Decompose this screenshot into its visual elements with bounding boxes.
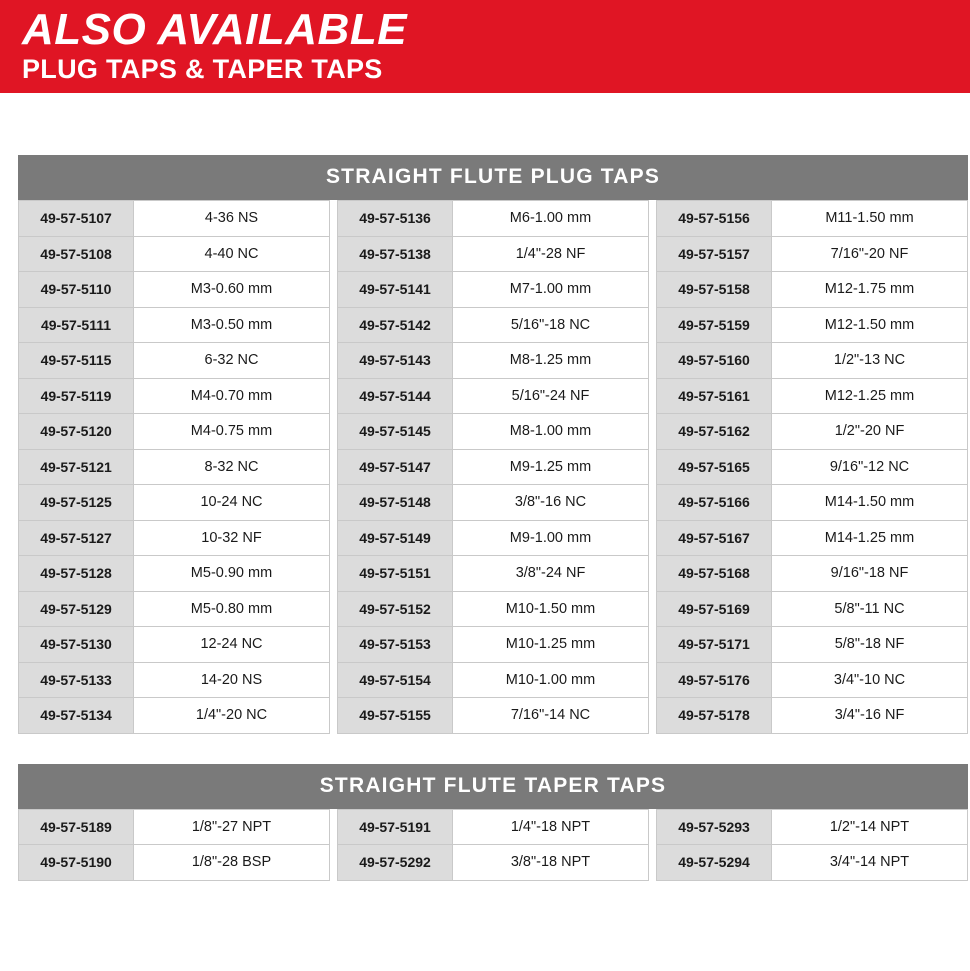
table-row: [19, 627, 968, 663]
thread-size-cell: 3/4"-10 NC: [772, 662, 968, 698]
table-row: [19, 845, 968, 881]
taper-taps-table-body: [19, 809, 968, 880]
thread-size-cell: M9-1.25 mm: [453, 449, 649, 485]
part-number-cell: 49-57-5138: [338, 236, 453, 272]
part-number-cell: 49-57-5167: [657, 520, 772, 556]
thread-size-cell: 9/16"-18 NF: [772, 556, 968, 592]
column-gap: [649, 307, 657, 343]
part-number-cell: 49-57-5144: [338, 378, 453, 414]
part-number-cell: 49-57-5171: [657, 627, 772, 663]
part-number-cell: 49-57-5157: [657, 236, 772, 272]
table-row: [19, 414, 968, 450]
thread-size-cell: M8-1.25 mm: [453, 343, 649, 379]
column-gap: [649, 662, 657, 698]
part-number-cell: 49-57-5156: [657, 201, 772, 237]
thread-size-cell: 6-32 NC: [134, 343, 330, 379]
part-number-cell: 49-57-5136: [338, 201, 453, 237]
part-number-cell: 49-57-5154: [338, 662, 453, 698]
part-number-cell: 49-57-5111: [19, 307, 134, 343]
table-row: [19, 485, 968, 521]
thread-size-cell: 1/4"-18 NPT: [453, 809, 649, 845]
thread-size-cell: M8-1.00 mm: [453, 414, 649, 450]
thread-size-cell: 7/16"-20 NF: [772, 236, 968, 272]
table-row: [19, 378, 968, 414]
column-gap: [330, 520, 338, 556]
part-number-cell: 49-57-5129: [19, 591, 134, 627]
part-number-cell: 49-57-5128: [19, 556, 134, 592]
mid-spacer: [0, 734, 970, 764]
column-gap: [330, 698, 338, 734]
column-gap: [330, 845, 338, 881]
plug-taps-table: [18, 155, 968, 734]
thread-size-cell: 10-24 NC: [134, 485, 330, 521]
part-number-cell: 49-57-5293: [657, 809, 772, 845]
thread-size-cell: 3/8"-24 NF: [453, 556, 649, 592]
part-number-cell: 49-57-5294: [657, 845, 772, 881]
thread-size-cell: 3/4"-16 NF: [772, 698, 968, 734]
column-gap: [649, 236, 657, 272]
part-number-cell: 49-57-5151: [338, 556, 453, 592]
table-row: [19, 809, 968, 845]
table-row: [19, 272, 968, 308]
thread-size-cell: M5-0.90 mm: [134, 556, 330, 592]
column-gap: [649, 591, 657, 627]
part-number-cell: 49-57-5148: [338, 485, 453, 521]
column-gap: [649, 414, 657, 450]
part-number-cell: 49-57-5142: [338, 307, 453, 343]
part-number-cell: 49-57-5121: [19, 449, 134, 485]
thread-size-cell: 4-36 NS: [134, 201, 330, 237]
part-number-cell: 49-57-5178: [657, 698, 772, 734]
thread-size-cell: 3/8"-18 NPT: [453, 845, 649, 881]
part-number-cell: 49-57-5110: [19, 272, 134, 308]
thread-size-cell: M12-1.50 mm: [772, 307, 968, 343]
table-row: [19, 307, 968, 343]
table-row: [19, 520, 968, 556]
part-number-cell: 49-57-5130: [19, 627, 134, 663]
part-number-cell: 49-57-5143: [338, 343, 453, 379]
thread-size-cell: M9-1.00 mm: [453, 520, 649, 556]
table-row: [19, 591, 968, 627]
part-number-cell: 49-57-5152: [338, 591, 453, 627]
column-gap: [330, 343, 338, 379]
part-number-cell: 49-57-5159: [657, 307, 772, 343]
thread-size-cell: 1/2"-14 NPT: [772, 809, 968, 845]
banner: [0, 0, 970, 93]
column-gap: [649, 485, 657, 521]
part-number-cell: 49-57-5134: [19, 698, 134, 734]
part-number-cell: 49-57-5147: [338, 449, 453, 485]
taper-taps-table-caption: STRAIGHT FLUTE TAPER TAPS: [18, 764, 968, 809]
plug-taps-table-body: [19, 201, 968, 734]
table-row: [19, 556, 968, 592]
thread-size-cell: M5-0.80 mm: [134, 591, 330, 627]
thread-size-cell: 9/16"-12 NC: [772, 449, 968, 485]
table-row: [19, 236, 968, 272]
top-spacer: [0, 93, 970, 155]
part-number-cell: 49-57-5120: [19, 414, 134, 450]
banner-subtitle: PLUG TAPS & TAPER TAPS: [22, 53, 383, 84]
part-number-cell: 49-57-5155: [338, 698, 453, 734]
part-number-cell: 49-57-5153: [338, 627, 453, 663]
column-gap: [649, 201, 657, 237]
thread-size-cell: M14-1.25 mm: [772, 520, 968, 556]
column-gap: [649, 272, 657, 308]
table-row: [19, 662, 968, 698]
column-gap: [649, 520, 657, 556]
thread-size-cell: 5/8"-11 NC: [772, 591, 968, 627]
column-gap: [330, 485, 338, 521]
column-gap: [649, 343, 657, 379]
plug-taps-table-wrapper: [18, 155, 952, 734]
thread-size-cell: 12-24 NC: [134, 627, 330, 663]
column-gap: [649, 809, 657, 845]
table-row: [19, 343, 968, 379]
thread-size-cell: M12-1.75 mm: [772, 272, 968, 308]
thread-size-cell: 3/8"-16 NC: [453, 485, 649, 521]
thread-size-cell: 7/16"-14 NC: [453, 698, 649, 734]
column-gap: [330, 627, 338, 663]
column-gap: [649, 698, 657, 734]
part-number-cell: 49-57-5119: [19, 378, 134, 414]
part-number-cell: 49-57-5149: [338, 520, 453, 556]
part-number-cell: 49-57-5162: [657, 414, 772, 450]
column-gap: [649, 449, 657, 485]
part-number-cell: 49-57-5107: [19, 201, 134, 237]
thread-size-cell: M7-1.00 mm: [453, 272, 649, 308]
thread-size-cell: 5/16"-24 NF: [453, 378, 649, 414]
column-gap: [330, 201, 338, 237]
part-number-cell: 49-57-5161: [657, 378, 772, 414]
part-number-cell: 49-57-5292: [338, 845, 453, 881]
thread-size-cell: M6-1.00 mm: [453, 201, 649, 237]
part-number-cell: 49-57-5189: [19, 809, 134, 845]
column-gap: [330, 449, 338, 485]
column-gap: [330, 236, 338, 272]
column-gap: [330, 272, 338, 308]
column-gap: [649, 627, 657, 663]
thread-size-cell: 14-20 NS: [134, 662, 330, 698]
part-number-cell: 49-57-5160: [657, 343, 772, 379]
banner-title: ALSO AVAILABLE: [22, 5, 408, 54]
column-gap: [649, 845, 657, 881]
thread-size-cell: M10-1.25 mm: [453, 627, 649, 663]
part-number-cell: 49-57-5127: [19, 520, 134, 556]
thread-size-cell: 8-32 NC: [134, 449, 330, 485]
part-number-cell: 49-57-5166: [657, 485, 772, 521]
column-gap: [330, 307, 338, 343]
thread-size-cell: M10-1.50 mm: [453, 591, 649, 627]
thread-size-cell: 1/4"-20 NC: [134, 698, 330, 734]
thread-size-cell: 1/2"-20 NF: [772, 414, 968, 450]
part-number-cell: 49-57-5145: [338, 414, 453, 450]
column-gap: [330, 662, 338, 698]
thread-size-cell: 1/2"-13 NC: [772, 343, 968, 379]
thread-size-cell: 1/8"-27 NPT: [134, 809, 330, 845]
thread-size-cell: 10-32 NF: [134, 520, 330, 556]
part-number-cell: 49-57-5191: [338, 809, 453, 845]
thread-size-cell: M4-0.70 mm: [134, 378, 330, 414]
taper-taps-table: [18, 764, 968, 881]
thread-size-cell: 4-40 NC: [134, 236, 330, 272]
thread-size-cell: M11-1.50 mm: [772, 201, 968, 237]
thread-size-cell: M3-0.50 mm: [134, 307, 330, 343]
part-number-cell: 49-57-5133: [19, 662, 134, 698]
thread-size-cell: M4-0.75 mm: [134, 414, 330, 450]
part-number-cell: 49-57-5158: [657, 272, 772, 308]
column-gap: [330, 414, 338, 450]
table-row: [19, 449, 968, 485]
part-number-cell: 49-57-5165: [657, 449, 772, 485]
thread-size-cell: M10-1.00 mm: [453, 662, 649, 698]
part-number-cell: 49-57-5125: [19, 485, 134, 521]
column-gap: [330, 591, 338, 627]
column-gap: [649, 378, 657, 414]
thread-size-cell: 5/8"-18 NF: [772, 627, 968, 663]
thread-size-cell: 1/8"-28 BSP: [134, 845, 330, 881]
thread-size-cell: M12-1.25 mm: [772, 378, 968, 414]
part-number-cell: 49-57-5141: [338, 272, 453, 308]
column-gap: [330, 556, 338, 592]
thread-size-cell: 5/16"-18 NC: [453, 307, 649, 343]
part-number-cell: 49-57-5168: [657, 556, 772, 592]
column-gap: [330, 809, 338, 845]
column-gap: [330, 378, 338, 414]
thread-size-cell: M14-1.50 mm: [772, 485, 968, 521]
part-number-cell: 49-57-5115: [19, 343, 134, 379]
part-number-cell: 49-57-5176: [657, 662, 772, 698]
taper-taps-table-wrapper: [18, 764, 952, 881]
part-number-cell: 49-57-5169: [657, 591, 772, 627]
thread-size-cell: 3/4"-14 NPT: [772, 845, 968, 881]
table-row: [19, 698, 968, 734]
part-number-cell: 49-57-5190: [19, 845, 134, 881]
part-number-cell: 49-57-5108: [19, 236, 134, 272]
plug-taps-table-caption: STRAIGHT FLUTE PLUG TAPS: [18, 155, 968, 200]
thread-size-cell: M3-0.60 mm: [134, 272, 330, 308]
thread-size-cell: 1/4"-28 NF: [453, 236, 649, 272]
table-row: [19, 201, 968, 237]
column-gap: [649, 556, 657, 592]
